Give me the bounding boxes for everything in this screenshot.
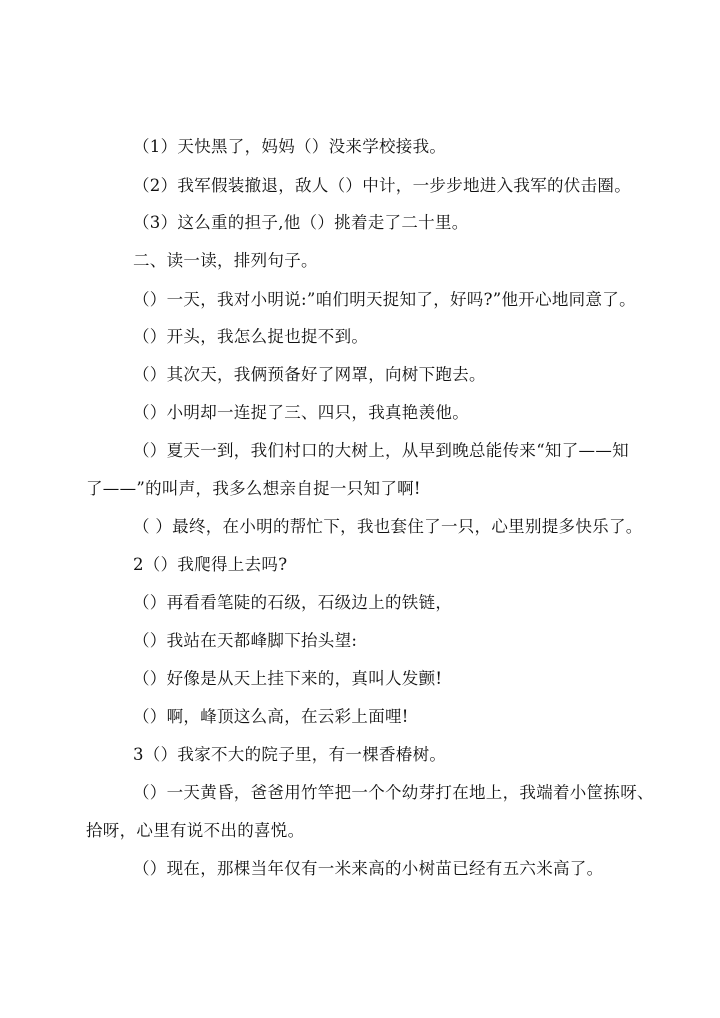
fill-blank-3: （3）这么重的担子,他（）挑着走了二十里。 [133,213,469,232]
group2-sentence-5: （）啊，峰顶这么高，在云彩上面哩! [133,707,409,726]
group2-sentence-1: 2（）我爬得上去吗? [133,555,288,574]
order-sentence-5: （）夏天一到，我们村口的大树上，从早到晚总能传来“知了——知 [133,441,629,460]
group3-sentence-3: （）现在，那棵当年仅有一米来高的小树苗已经有五六米高了。 [133,859,604,878]
order-sentence-3: （）其次天，我俩预备好了网罩，向树下跑去。 [133,365,486,384]
group3-sentence-1: 3（）我家不大的院子里，有一棵香椿树。 [133,745,447,764]
group3-sentence-2-cont: 拾呀，心里有说不出的喜悦。 [86,821,305,840]
order-sentence-2: （）开头，我怎么捉也捉不到。 [133,327,369,346]
group2-sentence-4: （）好像是从天上挂下来的，真叫人发颤! [133,669,443,688]
order-sentence-5-cont: 了——”的叫声，我多么想亲自捉一只知了啊! [86,479,421,498]
group2-sentence-3: （）我站在天都峰脚下抬头望: [133,631,358,650]
section-heading-2: 二、读一读，排列句子。 [133,251,318,270]
fill-blank-2: （2）我军假装撤退，敌人（）中计，一步步地进入我军的伏击圈。 [133,176,631,195]
group3-sentence-2: （）一天黄昏，爸爸用竹竿把一个个幼芽打在地上，我端着小筐拣呀、 [133,783,654,802]
fill-blank-1: （1）天快黑了，妈妈（）没来学校接我。 [133,137,447,156]
order-sentence-1: （）一天，我对小明说:”咱们明天捉知了，好吗?”他开心地同意了。 [133,290,636,309]
order-sentence-4: （）小明却一连捉了三、四只，我真艳羡他。 [133,403,469,422]
group2-sentence-2: （）再看看笔陡的石级，石级边上的铁链， [133,593,453,612]
order-sentence-6: （ ）最终，在小明的帮忙下，我也套住了一只，心里别提多快乐了。 [133,517,643,536]
